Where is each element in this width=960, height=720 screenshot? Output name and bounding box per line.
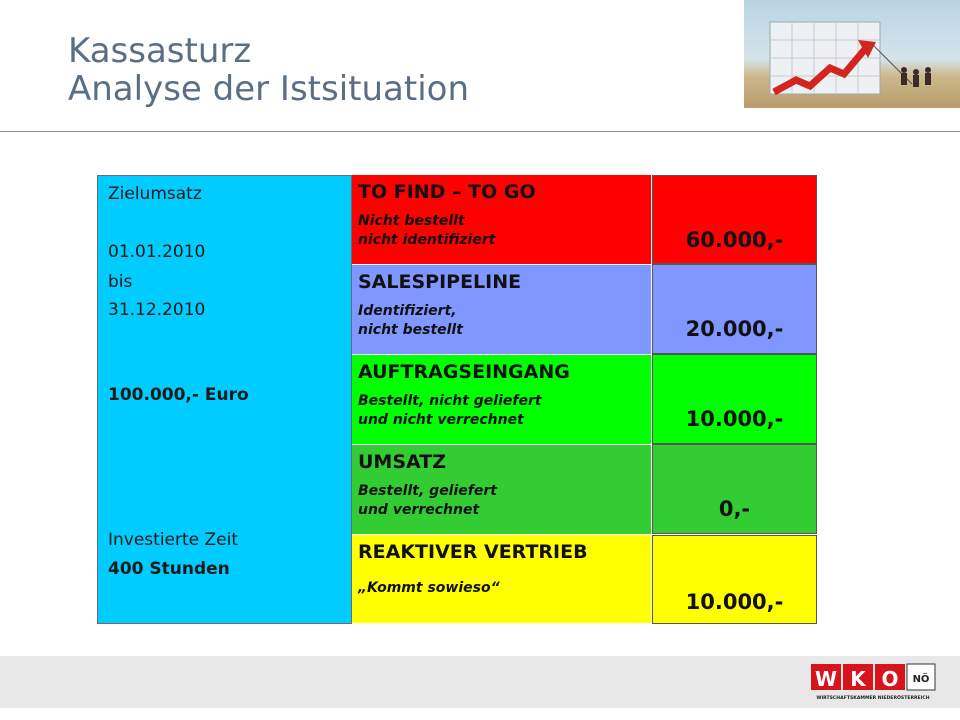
stage-value-cell — [652, 444, 817, 534]
stage-auftragseingang — [352, 355, 651, 445]
growth-chart-illustration — [744, 0, 960, 108]
stage-value: 10.000,- — [685, 590, 784, 614]
stage-title: SALESPIPELINE — [358, 271, 522, 293]
stage-value-cell — [652, 175, 817, 264]
stage-title: REAKTIVER VERTRIEB — [358, 541, 588, 563]
stage-desc-line2: nicht bestellt — [358, 322, 463, 338]
page-title — [68, 32, 469, 108]
stage-value: 20.000,- — [685, 317, 784, 341]
stage-value-cell — [652, 264, 817, 354]
target-label: Zielumsatz — [108, 184, 202, 204]
time-value: 400 Stunden — [108, 559, 230, 579]
stage-desc-line1: Identifiziert, — [358, 303, 457, 319]
title-line-1: Kassasturz — [68, 31, 252, 71]
stage-title: AUFTRAGSEINGANG — [358, 361, 570, 383]
wko-logo — [811, 662, 959, 702]
stage-title: UMSATZ — [358, 451, 446, 473]
stage-desc-line1: „Kommt sowieso“ — [358, 580, 500, 596]
stage-desc-line1: Bestellt, geliefert — [358, 483, 497, 499]
stage-title: TO FIND – TO GO — [358, 181, 536, 203]
stage-desc-line2: und verrechnet — [358, 502, 480, 518]
stage-to-find-to-go — [352, 175, 651, 265]
stage-desc-line2: und nicht verrechnet — [358, 412, 524, 428]
svg-text:NÖ: NÖ — [912, 674, 930, 685]
title-line-2: Analyse der Istsituation — [68, 69, 470, 109]
stage-reaktiver-vertrieb — [352, 535, 651, 624]
stage-value: 0,- — [718, 497, 751, 521]
svg-text:W: W — [814, 667, 838, 691]
stage-umsatz — [352, 445, 651, 535]
stage-value: 10.000,- — [685, 407, 784, 431]
svg-text:WIRTSCHAFTSKAMMER NIEDERÖSTERR: WIRTSCHAFTSKAMMER NIEDERÖSTERREICH — [816, 696, 930, 701]
time-label: Investierte Zeit — [108, 530, 239, 550]
date-bis: bis — [108, 272, 133, 292]
svg-text:K: K — [850, 667, 866, 691]
stage-desc-line1: Nicht bestellt — [358, 213, 465, 229]
stage-value-cell — [652, 354, 817, 444]
stage-desc-line2: nicht identifiziert — [358, 232, 496, 248]
date-to: 31.12.2010 — [108, 300, 206, 320]
stage-desc-line1: Bestellt, nicht geliefert — [358, 393, 542, 409]
target-panel — [97, 175, 352, 624]
svg-text:O: O — [881, 667, 899, 691]
chart-arrow-icon — [744, 0, 960, 108]
stage-salespipeline — [352, 265, 651, 355]
header-divider — [0, 131, 960, 132]
date-from: 01.01.2010 — [108, 242, 206, 262]
stage-value-cell — [652, 535, 817, 624]
stage-value: 60.000,- — [685, 228, 784, 252]
target-amount: 100.000,- Euro — [108, 385, 249, 405]
